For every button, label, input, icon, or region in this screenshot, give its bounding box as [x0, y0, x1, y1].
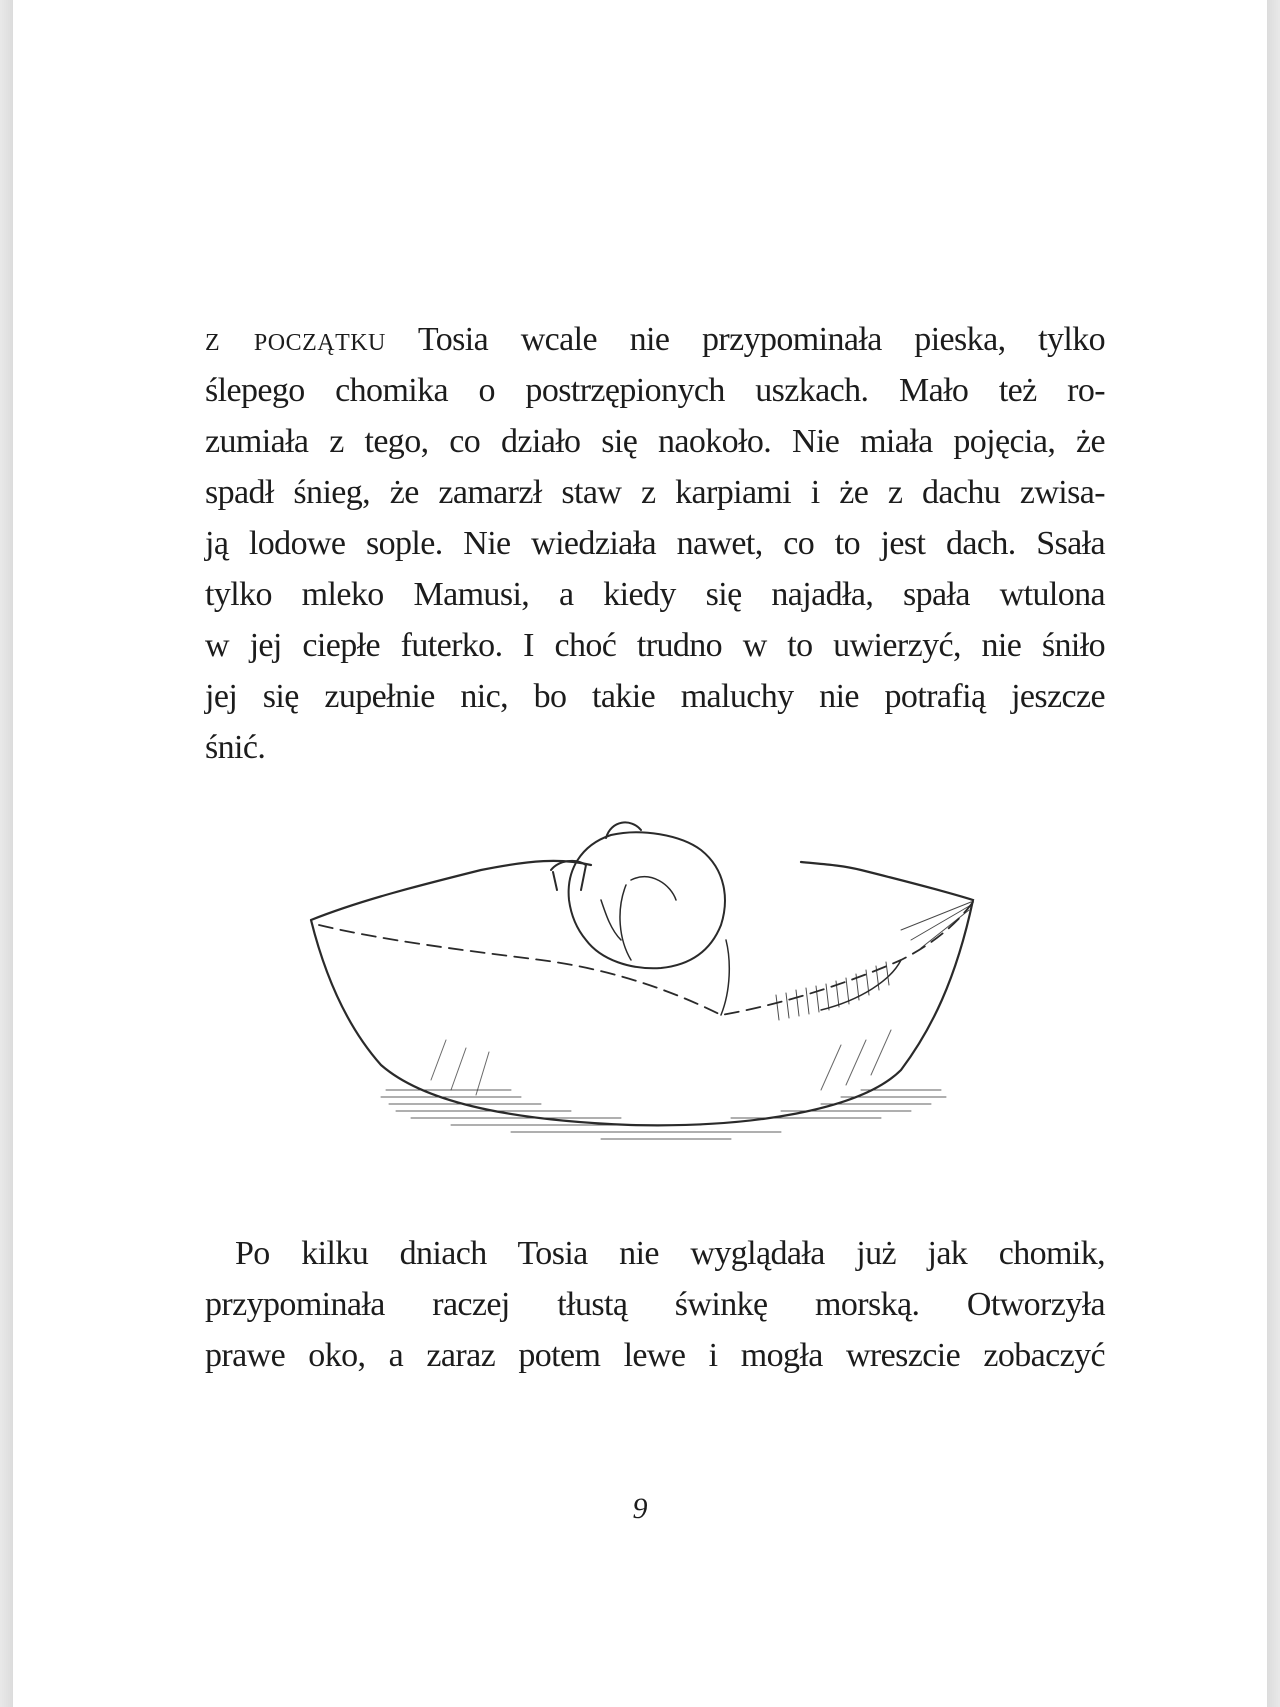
text-line: spadł śnieg, że zamarzł staw z karpiami i że z dachu zwisa-: [205, 474, 1105, 511]
paragraph-2: [205, 1228, 1105, 1381]
lead-in-small-caps: z początku: [205, 321, 386, 358]
text-line: ją lodowe sople. Nie wiedziała nawet, co to jest dach. Ssała: [205, 525, 1105, 562]
paragraph-1: [205, 314, 1105, 773]
puppy-outline: [569, 832, 725, 968]
text-line: jej się zupełnie nic, bo takie maluchy nie potrafią jeszcze: [205, 678, 1105, 715]
text-line: przypominała raczej tłustą świnkę morską. Otworzyła: [205, 1286, 1105, 1323]
text-line: tylko mleko Mamusi, a kiedy się najadła, spała wtulona: [205, 576, 1105, 613]
page-number: 9: [632, 1492, 648, 1525]
page-edge-left: [0, 0, 13, 1707]
puppy-on-pillow-illustration: [301, 790, 1001, 1190]
text-line: prawe oko, a zaraz potem lewe i mogła wreszcie zobaczyć: [205, 1337, 1105, 1374]
text-line-rest: Tosia wcale nie przypominała pieska, tylko: [385, 321, 1105, 358]
page-edge-right: [1267, 0, 1280, 1707]
text-line: [205, 314, 1105, 365]
book-page: [13, 0, 1267, 1707]
text-line: ślepego chomika o postrzępionych uszkach. Mało też ro-: [205, 372, 1105, 409]
pillow-seam: [319, 902, 973, 1015]
text-line: zumiała z tego, co działo się naokoło. Nie miała pojęcia, że: [205, 423, 1105, 460]
text-line: Po kilku dniach Tosia nie wyglądała już jak chomik,: [235, 1235, 1105, 1272]
shadow-hatching: [381, 1090, 946, 1139]
pillow-outline: [311, 861, 973, 1125]
text-line: w jej ciepłe futerko. I choć trudno w to uwierzyć, nie śniło: [205, 627, 1105, 664]
text-line-last: śnić.: [205, 729, 266, 766]
